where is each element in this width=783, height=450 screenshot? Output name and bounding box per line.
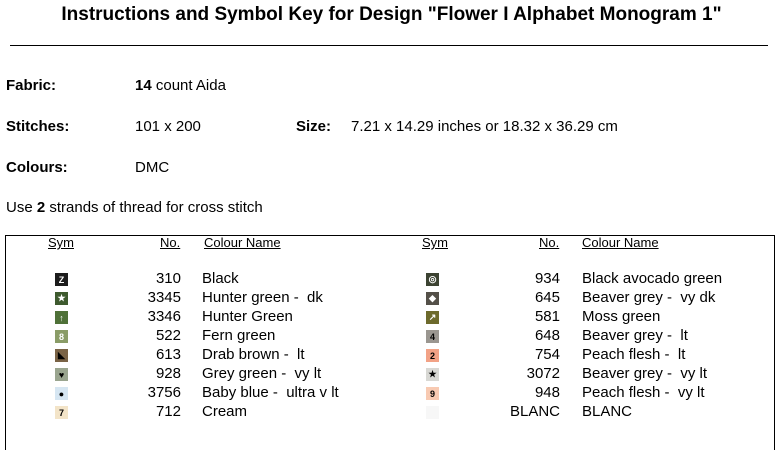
symbol-icon: 4 — [426, 330, 439, 343]
table-row — [0, 346, 783, 365]
page-title: Instructions and Symbol Key for Design "Flower I Alphabet Monogram 1" — [61, 4, 722, 25]
symbol-icon: Z — [55, 273, 68, 286]
table-row — [0, 289, 783, 308]
colour-number: 3756 — [147, 384, 181, 401]
colour-number: 934 — [534, 270, 560, 287]
colour-name: Black avocado green — [582, 270, 723, 287]
colour-name: Hunter Green — [202, 308, 293, 325]
table-row — [0, 270, 783, 289]
fabric-label: Fabric: — [6, 77, 57, 94]
colour-number: 645 — [534, 289, 560, 306]
symbol-icon: 8 — [55, 330, 68, 343]
colour-name: Hunter green - dk — [202, 289, 323, 306]
fabric-value — [135, 77, 226, 94]
colour-name: Cream — [202, 403, 248, 420]
colour-number: BLANC — [509, 403, 560, 420]
strands-prefix: Use — [6, 199, 37, 216]
left-header-sym: Sym — [48, 235, 74, 250]
symbol-icon: ◎ — [426, 273, 439, 286]
colour-number: 948 — [534, 384, 560, 401]
fabric-count: 14 — [135, 77, 152, 94]
colour-name: Beaver grey - vy dk — [582, 289, 716, 306]
size-value: 7.21 x 14.29 inches or 18.32 x 36.29 cm — [351, 118, 618, 135]
table-row — [0, 384, 783, 403]
colour-name: Peach flesh - vy lt — [582, 384, 705, 401]
colour-number: 310 — [155, 270, 181, 287]
table-row — [0, 365, 783, 384]
symbol-icon: ↗ — [426, 311, 439, 324]
symbol-icon: ◆ — [426, 292, 439, 305]
colour-name: Grey green - vy lt — [202, 365, 322, 382]
title-divider — [10, 45, 768, 46]
colour-name: Beaver grey - lt — [582, 327, 688, 344]
right-header-sym: Sym — [422, 235, 448, 250]
colour-number: 581 — [534, 308, 560, 325]
colour-name: Fern green — [202, 327, 276, 344]
colour-number: 3072 — [526, 365, 560, 382]
right-header-name: Colour Name — [582, 235, 659, 250]
symbol-icon: 2 — [426, 349, 439, 362]
colours-value: DMC — [135, 159, 170, 176]
right-header-no: No. — [539, 235, 560, 250]
colour-number: 522 — [155, 327, 181, 344]
size-label: Size: — [296, 118, 332, 135]
symbol-icon: ↑ — [55, 311, 68, 324]
table-row — [0, 308, 783, 327]
colour-name: Peach flesh - lt — [582, 346, 686, 363]
stitches-value: 101 x 200 — [135, 118, 201, 135]
colour-number: 712 — [155, 403, 181, 420]
symbol-icon: 9 — [426, 387, 439, 400]
colour-number: 648 — [534, 327, 560, 344]
colour-number: 928 — [155, 365, 181, 382]
colours-label: Colours: — [6, 159, 68, 176]
symbol-icon: ★ — [426, 368, 439, 381]
colour-name: Baby blue - ultra v lt — [202, 384, 339, 401]
stitches-label: Stitches: — [6, 118, 70, 135]
table-row — [0, 327, 783, 346]
fabric-text: count Aida — [151, 77, 226, 94]
symbol-icon: ★ — [55, 292, 68, 305]
left-header-no: No. — [160, 235, 181, 250]
colour-number: 3345 — [147, 289, 181, 306]
colour-name: BLANC — [582, 403, 633, 420]
colour-name: Beaver grey - vy lt — [582, 365, 708, 382]
symbol-icon: 7 — [55, 406, 68, 419]
strands-instruction — [6, 199, 263, 216]
symbol-icon: ◣ — [55, 349, 68, 362]
symbol-icon: ♥ — [55, 368, 68, 381]
colour-name: Black — [202, 270, 239, 287]
colour-number: 754 — [534, 346, 560, 363]
strands-count: 2 — [36, 199, 46, 216]
colour-number: 613 — [155, 346, 181, 363]
colour-name: Drab brown - lt — [202, 346, 305, 363]
colour-name: Moss green — [582, 308, 661, 325]
strands-suffix: strands of thread for cross stitch — [45, 199, 263, 216]
left-header-name: Colour Name — [204, 235, 281, 250]
table-row — [0, 403, 783, 422]
colour-number: 3346 — [147, 308, 181, 325]
symbol-icon — [426, 406, 439, 419]
symbol-icon: ● — [55, 387, 68, 400]
